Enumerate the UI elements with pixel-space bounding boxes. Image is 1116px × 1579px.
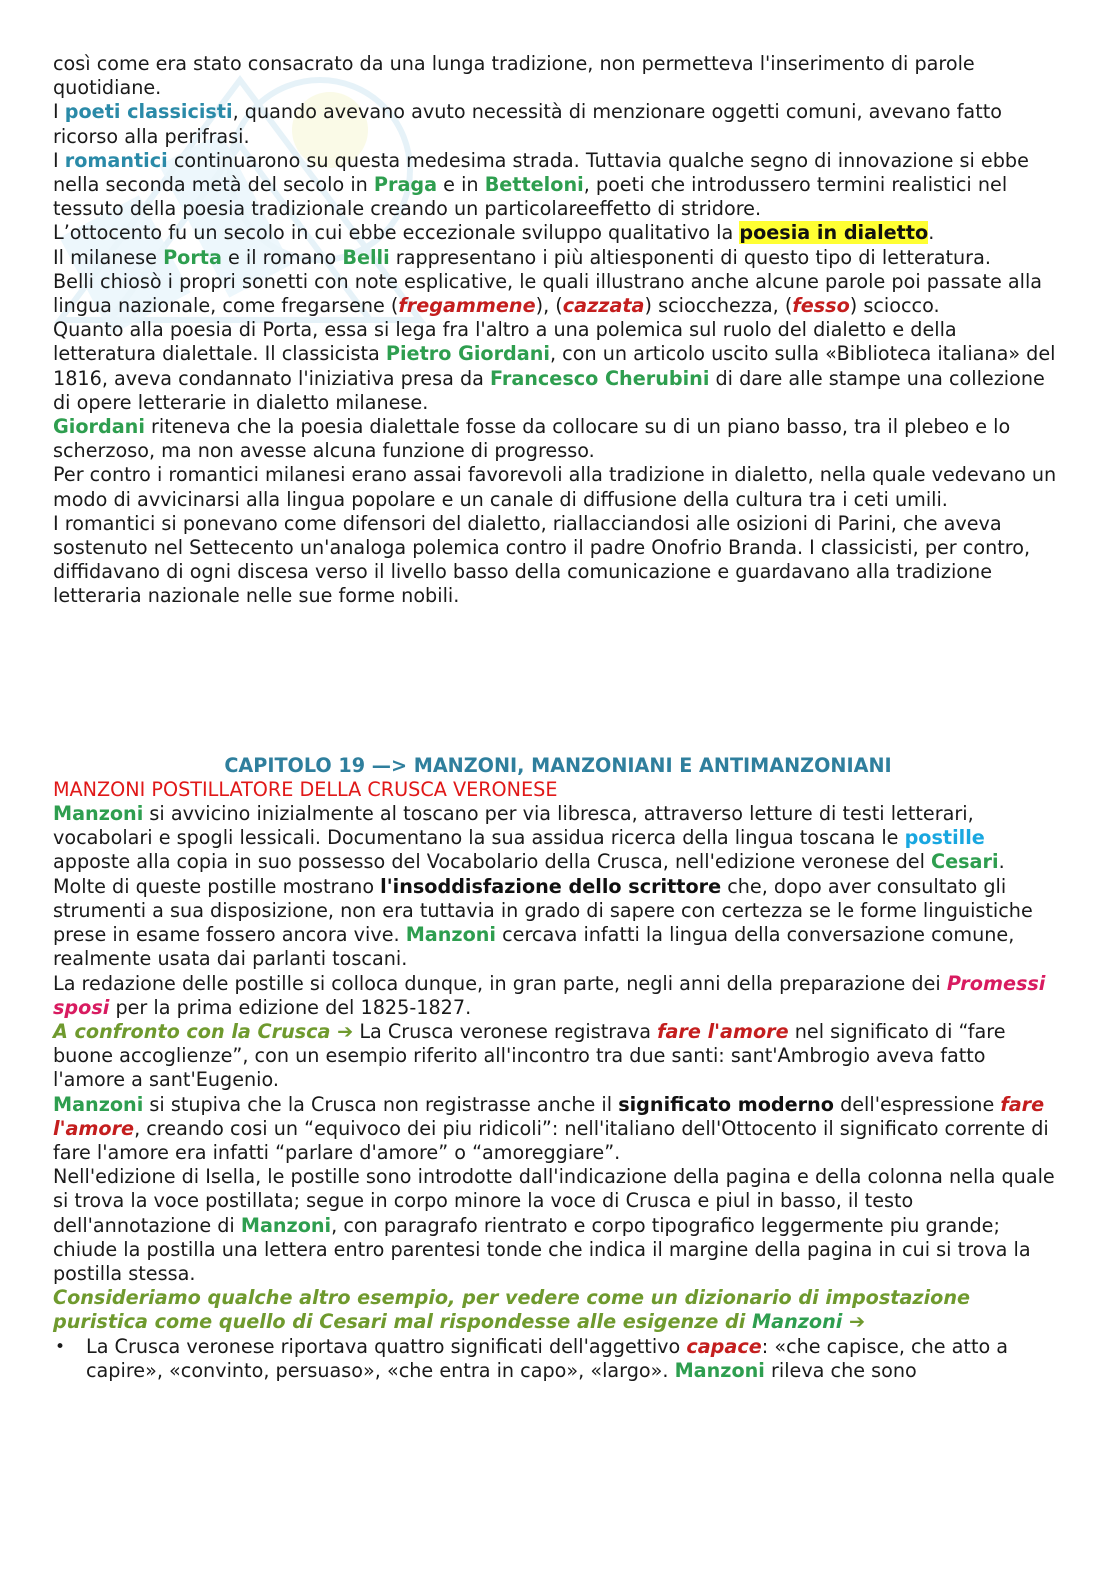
keyword: Francesco Cherubini xyxy=(489,366,710,390)
paragraph: Molte di queste postille mostrano l'insoddisfazione dello scrittore che, dopo aver consultato gli strumenti a sua disposizione, non era tuttavia in grado di sapere con certezza se le forme linguistiche prese in esame fossero ancora vive. Manzoni cercava infatti la lingua della conversazione comune, realmente usata dai parlanti toscani. xyxy=(53,874,1033,971)
paragraph: Giordani riteneva che la poesia dialettale fosse da collocare su di un piano basso, tra il plebeo e lo scherzoso, ma non avesse alcuna funzione di progresso. xyxy=(53,415,1011,463)
keyword: Manzoni xyxy=(405,923,496,947)
term: fesso xyxy=(792,294,850,318)
chapter-title: CAPITOLO 19 —> MANZONI, MANZONIANI E ANTIMANZONIANI xyxy=(224,753,892,777)
keyword: Manzoni xyxy=(240,1213,332,1237)
subheading: Consideriamo qualche altro esempio, per vedere come un dizionario di impostazione puristica come quello di Cesari mal rispondesse alle esigenze di xyxy=(53,1286,971,1334)
document-page xyxy=(53,52,1063,1383)
book-title: Promessi sposi xyxy=(53,971,1046,1019)
keyword: postille xyxy=(904,826,985,850)
keyword: Belli xyxy=(342,245,390,269)
keyword: romantici xyxy=(64,148,168,172)
arrow-icon: ➔ xyxy=(842,1310,866,1334)
bullet-list xyxy=(53,1335,1063,1383)
paragraph xyxy=(53,1286,1063,1334)
bullet-icon: • xyxy=(55,1336,66,1357)
paragraph: Nell'edizione di Isella, le postille sono introdotte dall'indicazione della pagina e della colonna nella quale si trova la voce postillata; segue in corpo minore la voce di Crusca e piul in basso, il testo dell'annotazione di Manzoni, con paragrafo rientrato e corpo tipografico leggermente piu grande; chiude la postilla una lettera entro parentesi tonde che indica il margine della pagina in cui si trova la postilla stessa. xyxy=(53,1165,1055,1285)
term: fregammene xyxy=(398,294,536,318)
paragraph: così come era stato consacrato da una lunga tradizione, non permetteva l'inserimento di parole quotidiane. xyxy=(53,52,975,100)
paragraph: Il milanese Porta e il romano Belli rappresentano i più altiesponenti di questo tipo di letteratura. xyxy=(53,245,991,269)
highlight: poesia in dialetto xyxy=(739,221,929,245)
paragraph: A confronto con la Crusca ➔ La Crusca veronese registrava fare l'amore nel significato di “fare buone accoglienze”, con un esempio riferito all'incontro tra due santi: sant'Ambrogio aveva fatto l'amore a sant'Eugenio. xyxy=(53,1019,1006,1092)
keyword: Porta xyxy=(163,245,222,269)
term: capace xyxy=(686,1334,762,1358)
subheading: A confronto con la Crusca xyxy=(53,1019,331,1043)
spacer xyxy=(53,609,1063,754)
paragraph: Quanto alla poesia di Porta, essa si lega fra l'altro a una polemica sul ruolo del dialetto e della letteratura dialettale. Il classicista Pietro Giordani, con un articolo uscito sulla «Biblioteca italiana» del 1816, aveva condannato l'iniziativa presa da Francesco Cherubini di dare alle stampe una collezione di opere letterarie in dialetto milanese. xyxy=(53,318,1056,414)
keyword: Praga xyxy=(373,173,438,197)
paragraph: L’ottocento fu un secolo in cui ebbe eccezionale sviluppo qualitativo la poesia in dialetto. xyxy=(53,221,935,245)
keyword: Manzoni xyxy=(53,802,144,826)
paragraph: Manzoni si stupiva che la Crusca non registrasse anche il significato moderno dell'espressione fare l'amore, creando cosi un “equivoco dei piu ridicoli”: nell'italiano dell'Ottocento il significato corrente di fare l'amore era infatti “parlare d'amore” o “amoreggiare”. xyxy=(53,1092,1049,1164)
keyword: Manzoni xyxy=(674,1358,765,1382)
keyword: Manzoni xyxy=(752,1310,843,1334)
list-item: • La Crusca veronese riportava quattro significati dell'aggettivo capace: «che capisce, che atto a capire», «convinto, persuaso», «che entra in capo», «largo». Manzoni rileva che sono xyxy=(55,1334,1009,1382)
keyword: Pietro Giordani xyxy=(385,342,550,366)
paragraph: I poeti classicisti, quando avevano avuto necessità di menzionare oggetti comuni, avevano fatto ricorso alla perifrasi. xyxy=(53,100,1002,148)
paragraph: Belli chiosò i propri sonetti con note esplicative, le quali illustrano anche alcune parole poi passate alla lingua nazionale, come fregarsene (fregammene), (cazzata) sciocchezza, (fesso) sciocco. xyxy=(53,269,1043,318)
keyword: Giordani xyxy=(53,415,145,439)
paragraph: I romantici si ponevano come difensori del dialetto, riallacciandosi alle osizioni di Parini, che aveva sostenuto nel Settecento un'analoga polemica contro il padre Onofrio Branda. I classicisti, per contro, diffidavano di ogni discesa verso il livello basso della comunicazione e guardavano alla tradizione letteraria nazionale nelle sue forme nobili. xyxy=(53,511,1031,608)
term: fare l'amore xyxy=(53,1092,1045,1140)
keyword: Manzoni xyxy=(53,1092,144,1116)
paragraph: La redazione delle postille si colloca dunque, in gran parte, negli anni della preparazione dei Promessi sposi per la prima edizione del 1825-1827. xyxy=(53,971,1046,1019)
keyword: Betteloni xyxy=(484,173,584,197)
term: fare l'amore xyxy=(657,1019,789,1043)
keyword: poeti classicisti xyxy=(64,100,233,124)
paragraph: I romantici continuarono su questa medesima strada. Tuttavia qualche segno di innovazione si ebbe nella seconda metà del secolo in Praga e in Betteloni, poeti che introdussero termini realistici nel tessuto della poesia tradizionale creando un particolareeffetto di stridore. xyxy=(53,148,1029,221)
paragraph: Per contro i romantici milanesi erano assai favorevoli alla tradizione in dialetto, nella quale vedevano un modo di avvicinarsi alla lingua popolare e un canale di diffusione della cultura tra i ceti umili. xyxy=(53,463,1057,511)
section-title: MANZONI POSTILLATORE DELLA CRUSCA VERONESE xyxy=(53,777,558,801)
keyword: Cesari xyxy=(931,850,999,874)
paragraph: Manzoni si avvicino inizialmente al toscano per via libresca, attraverso letture di testi letterari, vocabolari e spogli lessicali. Documentano la sua assidua ricerca della lingua toscana le postille apposte alla copia in suo possesso del Vocabolario della Crusca, nell'edizione veronese del Cesari. xyxy=(53,802,1005,874)
bold-phrase: l'insoddisfazione dello scrittore xyxy=(380,874,722,898)
arrow-icon: ➔ xyxy=(330,1019,354,1043)
term: cazzata xyxy=(562,294,645,318)
bold-phrase: significato moderno xyxy=(618,1092,834,1116)
